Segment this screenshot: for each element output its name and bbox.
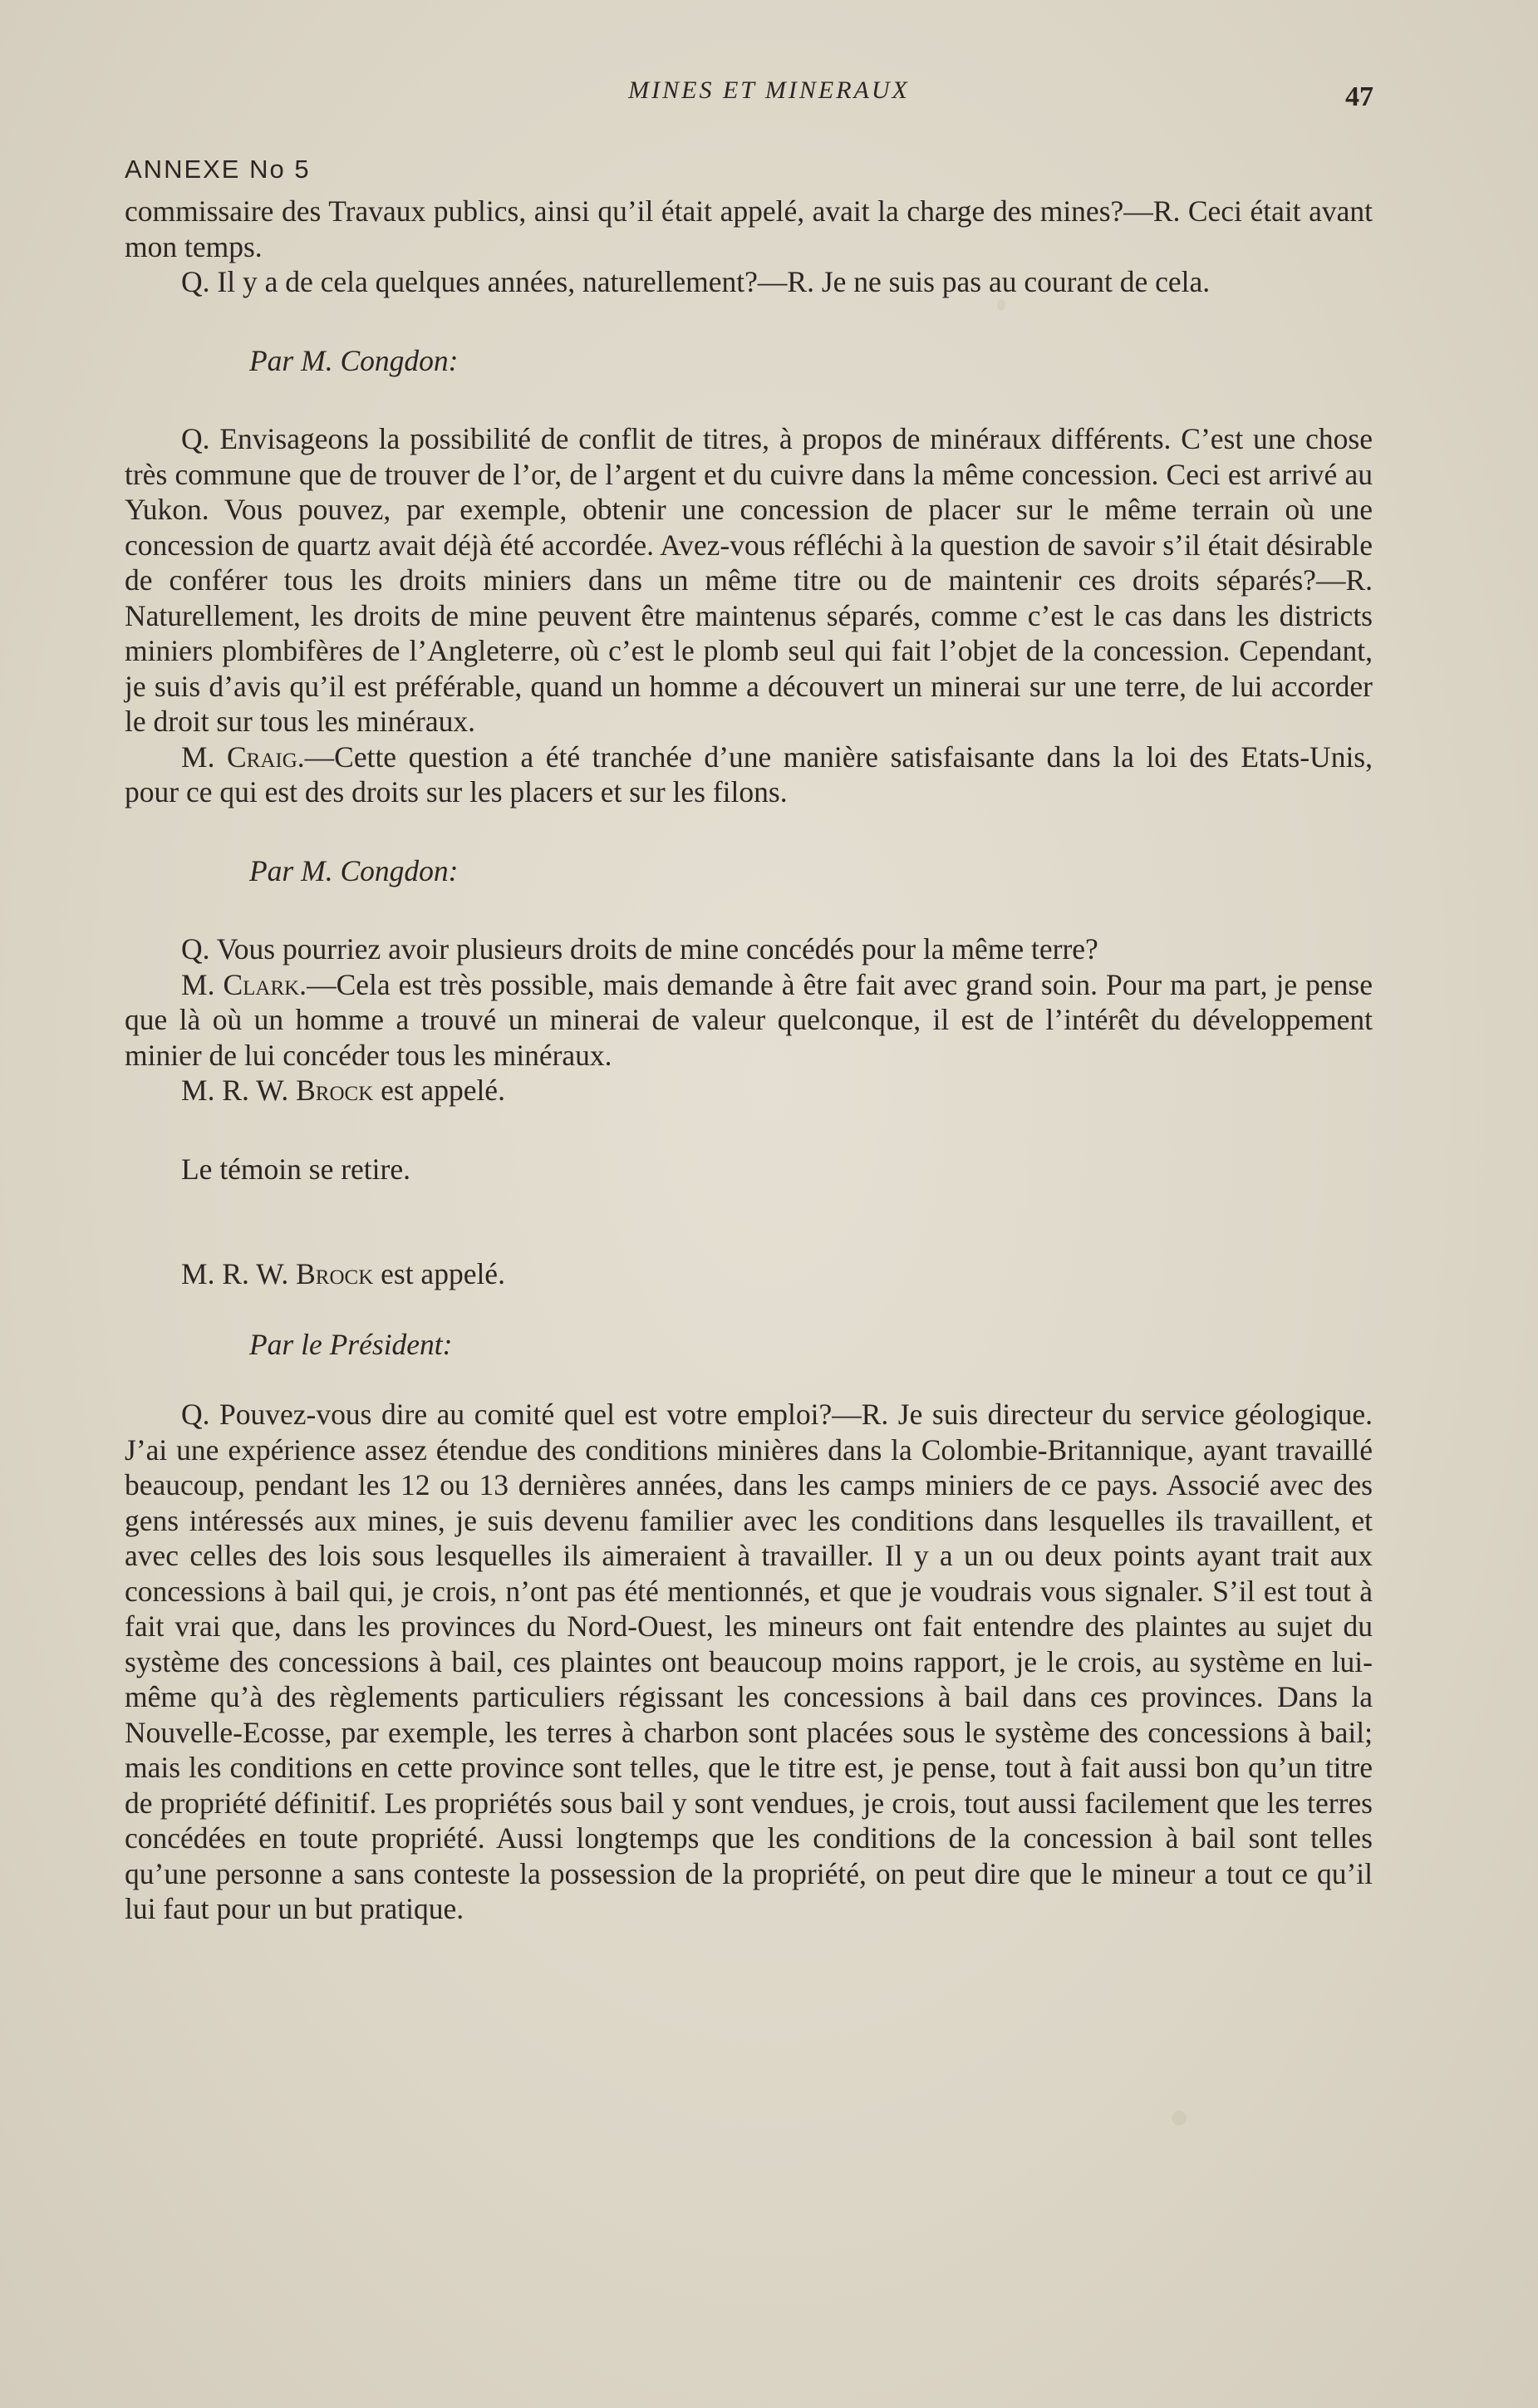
body-text xyxy=(125,194,1373,1927)
paragraph xyxy=(125,1256,1373,1292)
paragraph: Le témoin se retire. xyxy=(181,1152,410,1186)
page-header xyxy=(0,76,1538,118)
paragraph: Q. Il y a de cela quelques années, naturellement?—R. Je ne suis pas au courant de cela. xyxy=(181,265,1211,298)
paragraph: Q. Vous pourriez avoir plusieurs droits de mine concédés pour la même terre? xyxy=(181,932,1098,966)
name-suffix: est appelé. xyxy=(373,1074,505,1107)
paragraph xyxy=(125,1073,1373,1108)
paragraph-text: —Cette question a été tranchée d’une manière satisfaisante dans la loi des Etats-Unis, pour ce qui est des droits sur les placers et sur les filons. xyxy=(125,740,1373,808)
speaker-heading: Par M. Congdon: xyxy=(249,853,459,887)
paragraph xyxy=(125,967,1373,1074)
paragraph-text: —Cela est très possible, mais demande à être fait avec grand soin. Pour ma part, je pense que là où un homme a trouvé un minerai de valeur quelconque, il est de l’intérêt du développement minier de lui concéder tous les minéraux. xyxy=(125,967,1373,1072)
page-number: 47 xyxy=(1345,81,1373,112)
paragraph: commissaire des Travaux publics, ainsi qu’il était appelé, avait la charge des mines?—R. Ceci était avant mon temps. xyxy=(125,194,1373,263)
name-prefix: M. R. W. xyxy=(181,1257,297,1290)
speaker-name: M. Clark. xyxy=(181,967,307,1001)
paragraph xyxy=(125,740,1373,810)
witness-name: Brock xyxy=(296,1074,374,1107)
name-prefix: M. R. W. xyxy=(181,1074,297,1107)
speaker-name: M. Craig. xyxy=(181,740,305,774)
running-title: MINES ET MINERAUX xyxy=(628,76,910,104)
witness-name: Brock xyxy=(296,1257,374,1290)
paragraph: Q. Envisageons la possibilité de conflit de titres, à propos de minéraux différents. C’est une chose très commune que de trouver de l’or, de l’argent et du cuivre dans la même concession. Ceci est arrivé au Yukon. Vous pouvez, par exemple, obtenir une concession de placer sur le même terrain où une concession de quartz avait déjà été accordée. Avez-vous réfléchi à la question de savoir s’il était désirable de conférer tous les droits miniers dans un même titre ou de maintenir ces droits séparés?—R. Naturellement, les droits de mine peuvent être maintenus séparés, comme c’est le cas dans les districts miniers plombifères de l’Angleterre, où c’est le plomb seul qui fait l’objet de la concession. Cependant, je suis d’avis qu’il est préférable, quand un homme a découvert un minerai sur une terre, de lui accorder le droit sur tous les minéraux. xyxy=(125,422,1373,738)
name-suffix: est appelé. xyxy=(373,1257,505,1290)
speaker-heading: Par M. Congdon: xyxy=(249,343,459,377)
speaker-heading: Par le Président: xyxy=(249,1327,453,1361)
annex-label: ANNEXE No 5 xyxy=(125,155,311,184)
paper-speck xyxy=(1172,2111,1187,2125)
paragraph: Q. Pouvez-vous dire au comité quel est votre emploi?—R. Je suis directeur du service géologique. J’ai une expérience assez étendue des conditions minières dans la Colombie-Britannique, ayant travaillé beaucoup, pendant les 12 ou 13 dernières années, dans les camps miniers de ce pays. Associé avec des gens intéressés aux mines, je suis devenu familier avec les conditions dans lesquelles ils travaillent, et avec celles des lois sous lesquelles ils aimeraient à travailler. Il y a un ou deux points ayant trait aux concessions à bail qui, je crois, n’ont pas été mentionnés, et que je voudrais vous signaler. S’il est tout à fait vrai que, dans les provinces du Nord-Ouest, les mineurs ont fait entendre des plaintes au sujet du système des concessions à bail, ces plaintes ont beaucoup moins rapport, je le crois, au système en lui-même qu’à des règlements particuliers régissant les concessions à bail dans ces provinces. Dans la Nouvelle-Ecosse, par exemple, les terres à charbon sont placées sous le système des concessions à bail; mais les conditions en cette province sont telles, que le titre est, je pense, tout à fait aussi bon qu’un titre de propriété définitif. Les propriétés sous bail y sont vendues, je crois, tout aussi facilement que les terres concédées en toute propriété. Aussi longtemps que les conditions de la concession à bail sont telles qu’une personne a sans conteste la possession de la propriété, on peut dire que le mineur a tout ce qu’il lui faut pour un but pratique. xyxy=(125,1398,1373,1925)
